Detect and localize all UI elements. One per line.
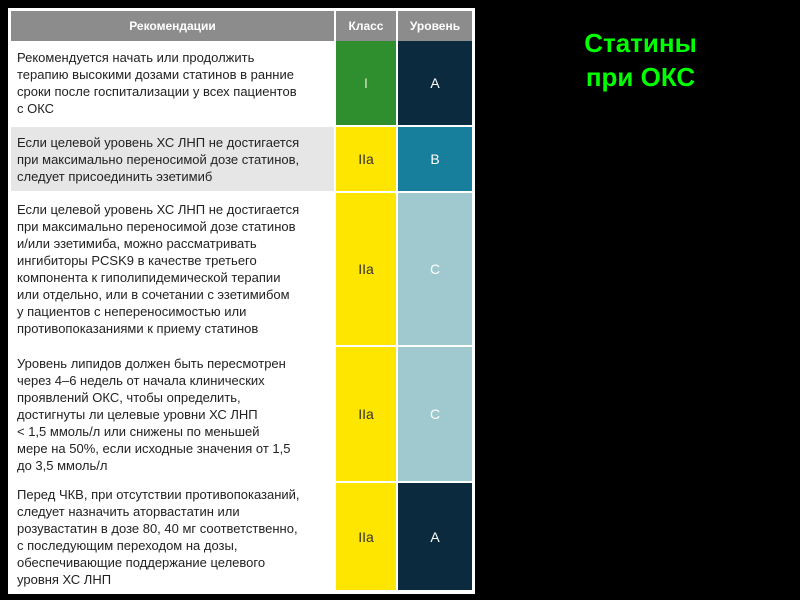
recommendation-text: Рекомендуется начать или продолжить терапию высокими дозами статинов в ранние сроки после госпитализации у всех пациентов с ОКС bbox=[11, 41, 335, 126]
level-cell: C bbox=[397, 192, 472, 346]
table-row bbox=[11, 126, 472, 192]
recommendations-table bbox=[11, 11, 472, 592]
header-recommendations: Рекомендации bbox=[11, 11, 335, 41]
class-cell: IIa bbox=[335, 482, 397, 591]
recommendation-text: Уровень липидов должен быть пересмотрен через 4–6 недель от начала клинических проявлений ОКС, чтобы определить, достигнуты ли целевые уровни ХС ЛНП < 1,5 ммоль/л или снижены по меньшей мере на 50%, если исходные значения от 1,5 до 3,5 ммоль/л bbox=[11, 346, 335, 482]
recommendation-text: Перед ЧКВ, при отсутствии противопоказаний, следует назначить аторвастатин или розувастатин в дозе 80, 40 мг соответственно, с последующим переходом на дозы, обеспечивающие поддержание целевого уровня ХС ЛНП bbox=[11, 482, 335, 591]
recommendation-text: Если целевой уровень ХС ЛНП не достигается при максимально переносимой дозе статинов, следует присоединить эзетимиб bbox=[11, 126, 335, 192]
class-cell: I bbox=[335, 41, 397, 126]
header-level: Уровень bbox=[397, 11, 472, 41]
slide-title bbox=[548, 26, 733, 94]
slide-title-line-1: Статины bbox=[584, 28, 697, 58]
level-cell: A bbox=[397, 482, 472, 591]
class-cell: IIa bbox=[335, 346, 397, 482]
table-row bbox=[11, 41, 472, 126]
table-row bbox=[11, 482, 472, 591]
header-class: Класс bbox=[335, 11, 397, 41]
table-row bbox=[11, 192, 472, 346]
level-cell: B bbox=[397, 126, 472, 192]
level-cell: A bbox=[397, 41, 472, 126]
recommendations-table-container bbox=[8, 8, 475, 594]
level-cell: C bbox=[397, 346, 472, 482]
table-row bbox=[11, 346, 472, 482]
class-cell: IIa bbox=[335, 126, 397, 192]
class-cell: IIa bbox=[335, 192, 397, 346]
slide-title-line-2: при ОКС bbox=[585, 62, 696, 92]
recommendation-text: Если целевой уровень ХС ЛНП не достигается при максимально переносимой дозе статинов и/или эзетимиба, можно рассматривать ингибиторы PCSK9 в качестве третьего компонента к гиполипидемической терапии или отдельно, или в сочетании с эзетимибом у пациентов с непереносимостью или противопоказаниями к приему статинов bbox=[11, 192, 335, 346]
table-header-row bbox=[11, 11, 472, 41]
